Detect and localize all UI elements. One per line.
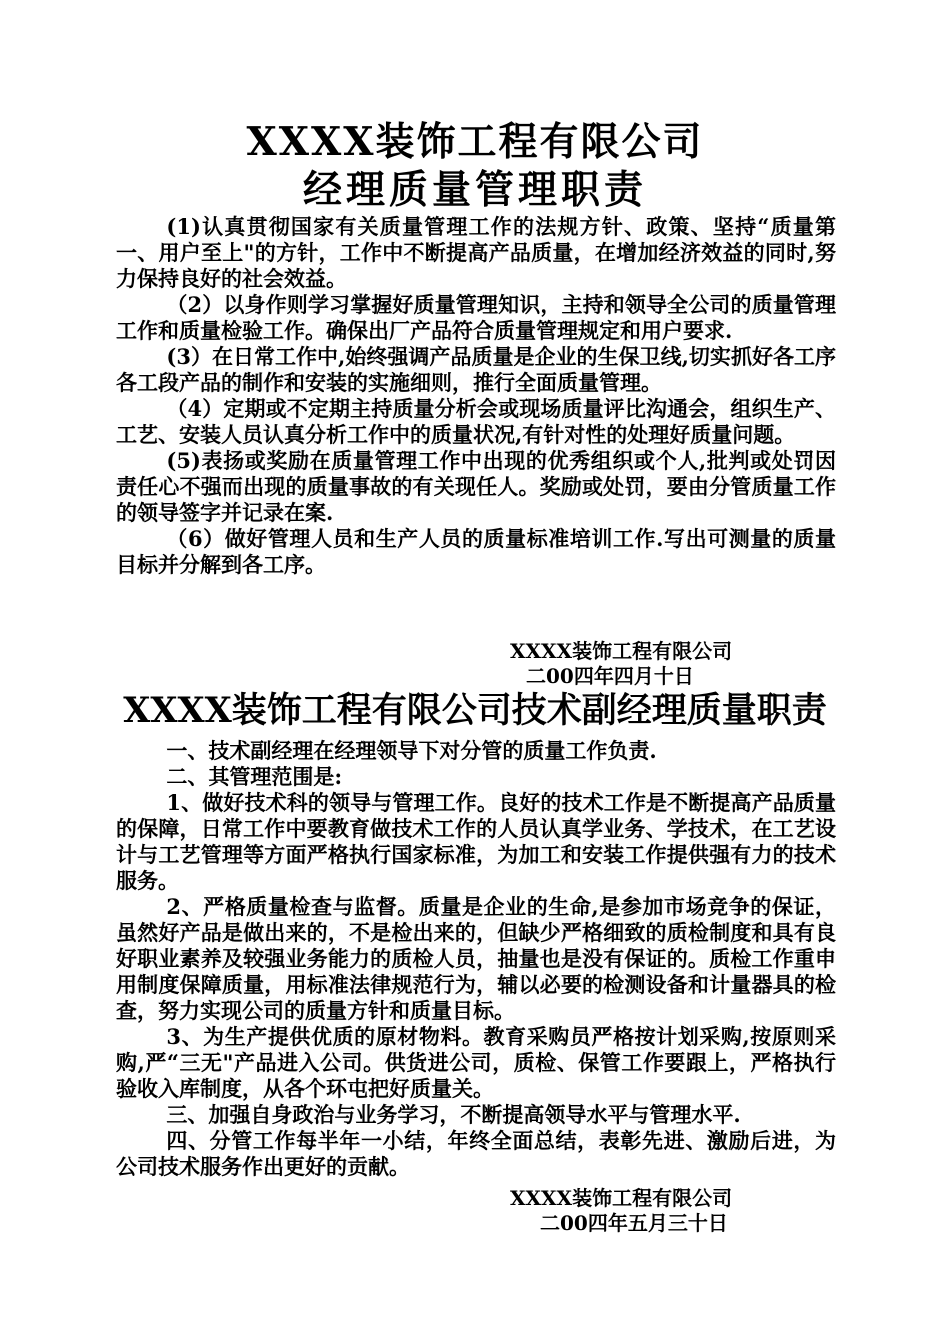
manager-duties-title: 经理质量管理职责 <box>302 167 647 213</box>
tech-paragraph-4: 2、严格质量检查与监督。质量是企业的生命,是参加市场竞争的保证，虽然好产品是做出来的，不是检出来的，但缺少严格细致的质检制度和具有良好职业素养及较强业务能力的质检人员，抽量也是没有保证的。质检工作重申用制度保障质量，用标准法律规范行为，辅以必要的检测设备和计量器具的检查，努力实现公司的质量方针和质量目标。 <box>116 894 836 1023</box>
tech-deputy-duties-body <box>116 738 836 1180</box>
duty-paragraph-2: （2）以身作则学习掌握好质量管理知识，主持和领导全公司的质量管理工作和质量检验工作。确保出厂产品符合质量管理规定和用户要求. <box>116 292 836 343</box>
duty-paragraph-3: (3）在日常工作中,始终强调产品质量是企业的生保卫线,切实抓好各工序各工段产品的制作和安装的实施细则，推行全面质量管理。 <box>116 344 836 395</box>
tech-deputy-duties-title: XXXX装饰工程有限公司技术副经理质量职责 <box>123 690 827 731</box>
duty-paragraph-6: （6）做好管理人员和生产人员的质量标准培训工作.写出可测量的质量目标并分解到各工序。 <box>116 526 836 577</box>
tech-paragraph-3: 1、做好技术科的领导与管理工作。良好的技术工作是不断提高产品质量的保障，日常工作中要教育做技术工作的人员认真学业务、学技术，在工艺设计与工艺管理等方面严格执行国家标准，为加工和安装工作提供强有力的技术服务。 <box>116 790 836 893</box>
duty-paragraph-4: （4）定期或不定期主持质量分析会或现场质量评比沟通会，组织生产、工艺、安装人员认真分析工作中的质量状况,有针对性的处理好质量问题。 <box>116 396 836 447</box>
company-title: XXXX装饰工程有限公司 <box>246 119 704 165</box>
tech-paragraph-2: 二、其管理范围是: <box>166 764 343 789</box>
tech-paragraph-6: 三、加强自身政治与业务学习，不断提高领导水平与管理水平. <box>166 1102 741 1127</box>
tech-paragraph-5: 3、为生产提供优质的原材物料。教育采购员严格按计划采购,按原则采购,严“三无"产品进入公司。供货进公司，质检、保管工作要跟上，严格执行验收入库制度，从各个环屯把好质量关。 <box>116 1024 836 1101</box>
signature-date-1: 二00四年四月十日 <box>526 664 694 688</box>
duty-paragraph-1: (1)认真贯彻国家有关质量管理工作的法规方针、政策、坚持“质量第一、用户至上"的方针，工作中不断提高产品质量，在增加经济效益的同时,努力保持良好的社会效益。 <box>116 214 836 291</box>
manager-duties-body <box>116 214 836 578</box>
tech-paragraph-7: 四、分管工作每半年一小结，年终全面总结，表彰先进、激励后进，为公司技术服务作出更好的贡献。 <box>116 1128 836 1179</box>
tech-paragraph-1: 一、技术副经理在经理领导下对分管的质量工作负责. <box>166 738 657 763</box>
signature-date-2: 二00四年五月三十日 <box>540 1211 728 1235</box>
signature-company-1: XXXX装饰工程有限公司 <box>510 639 733 663</box>
signature-company-2: XXXX装饰工程有限公司 <box>510 1186 733 1210</box>
duty-paragraph-5: (5)表扬或奖励在质量管理工作中出现的优秀组织或个人,批判或处罚因责任心不强而出现的质量事故的有关现任人。奖励或处罚，要由分管质量工作的领导签字并记录在案. <box>116 448 836 525</box>
